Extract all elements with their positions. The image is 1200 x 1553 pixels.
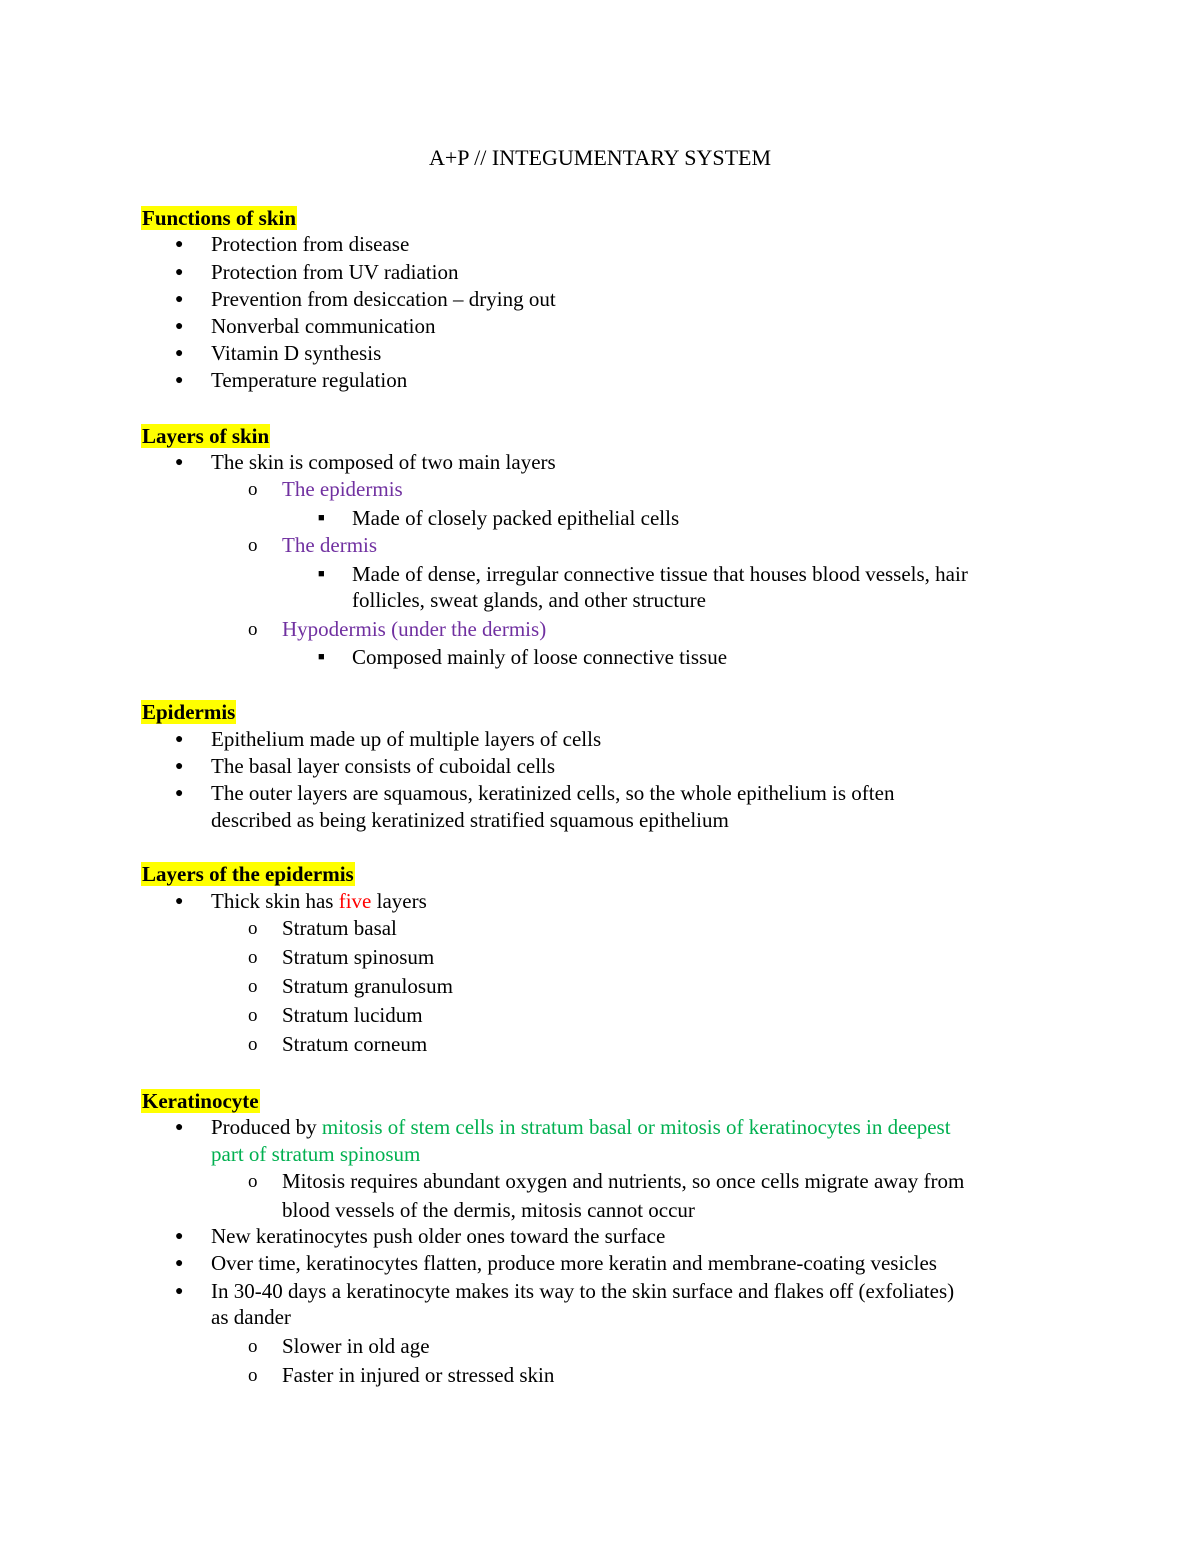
bullet-icon: ■ [318,651,325,663]
bullet-icon: o [248,947,258,968]
item-text: Stratum basal [282,916,397,940]
bullet-icon: ● [175,237,184,252]
bullet-icon: o [248,619,258,640]
bullet-icon: o [248,1005,258,1026]
text-run: Produced by [211,1115,322,1139]
item-text: Mitosis requires abundant oxygen and nutrients, so once cells migrate away from [282,1169,965,1193]
item-text: The epidermis [282,477,403,501]
item-text: Temperature regulation [211,368,408,392]
heading-text: Epidermis [142,700,236,724]
heading-text: Keratinocyte [142,1089,259,1113]
item-text: Stratum granulosum [282,974,453,998]
bullet-icon: ● [175,759,184,774]
item-text: Hypodermis (under the dermis) [282,617,547,641]
item-text [211,888,427,915]
item-text: Stratum spinosum [282,945,435,969]
item-text: The outer layers are squamous, keratinized cells, so the whole epithelium is often [211,781,895,805]
item-text: New keratinocytes push older ones toward the surface [211,1224,666,1248]
item-text: blood vessels of the dermis, mitosis cannot occur [282,1198,695,1222]
item-text: Over time, keratinocytes flatten, produce more keratin and membrane-coating vesicles [211,1251,937,1275]
bullet-icon: ● [175,455,184,470]
item-text: Nonverbal communication [211,314,436,338]
heading-epidermis [141,699,236,725]
item-text: Made of closely packed epithelial cells [352,506,680,530]
bullet-icon: o [248,1365,258,1386]
item-text: as dander [211,1305,291,1329]
item-text: Composed mainly of loose connective tissue [352,645,728,669]
bullet-icon: ● [175,1229,184,1244]
item-text: Epithelium made up of multiple layers of cells [211,727,602,751]
item-text: described as being keratinized stratified squamous epithelium [211,808,729,832]
bullet-icon: ● [175,292,184,307]
bullet-icon: ● [175,894,184,909]
bullet-icon: ■ [318,568,325,580]
text-run-red: five [338,889,372,913]
bullet-icon: ● [175,346,184,361]
heading-text: Functions of skin [142,206,297,230]
bullet-icon: o [248,1034,258,1055]
item-text: Stratum corneum [282,1032,428,1056]
bullet-icon: o [248,976,258,997]
item-text: Faster in injured or stressed skin [282,1363,555,1387]
bullet-icon: o [248,1336,258,1357]
item-text: The basal layer consists of cuboidal cells [211,754,556,778]
bullet-icon: ● [175,319,184,334]
bullet-icon: o [248,479,258,500]
text-run-green: mitosis of stem cells in stratum basal or mitosis of keratinocytes in deepest [321,1115,951,1139]
item-text: In 30-40 days a keratinocyte makes its way to the skin surface and flakes off (exfoliates) [211,1279,955,1303]
bullet-icon: o [248,535,258,556]
item-text: Made of dense, irregular connective tissue that houses blood vessels, hair [352,562,968,586]
bullet-icon: ● [175,265,184,280]
item-text [211,1114,951,1141]
bullet-icon: ● [175,1120,184,1135]
bullet-icon: ■ [318,512,325,524]
item-text: Vitamin D synthesis [211,341,382,365]
bullet-icon: ● [175,786,184,801]
page-title: A+P // INTEGUMENTARY SYSTEM [428,145,772,170]
text-run: layers [371,889,427,913]
text-run: Thick skin has [211,889,339,913]
heading-text: Layers of skin [142,424,270,448]
bullet-icon: o [248,1171,258,1192]
item-text: The skin is composed of two main layers [211,450,556,474]
bullet-icon: ● [175,373,184,388]
heading-functions-of-skin [141,205,297,231]
heading-layers-of-the-epidermis [141,861,355,887]
item-text: Prevention from desiccation – drying out [211,287,556,311]
item-text: Protection from UV radiation [211,260,459,284]
bullet-icon: o [248,918,258,939]
item-text: Protection from disease [211,232,410,256]
bullet-icon: ● [175,1256,184,1271]
bullet-icon: ● [175,732,184,747]
heading-keratinocyte [141,1088,260,1114]
item-text: Slower in old age [282,1334,430,1358]
bullet-icon: ● [175,1284,184,1299]
item-text: follicles, sweat glands, and other structure [352,588,706,612]
item-text: The dermis [282,533,378,557]
item-text: part of stratum spinosum [211,1142,421,1166]
heading-layers-of-skin [141,423,270,449]
item-text: Stratum lucidum [282,1003,423,1027]
heading-text: Layers of the epidermis [142,862,354,886]
